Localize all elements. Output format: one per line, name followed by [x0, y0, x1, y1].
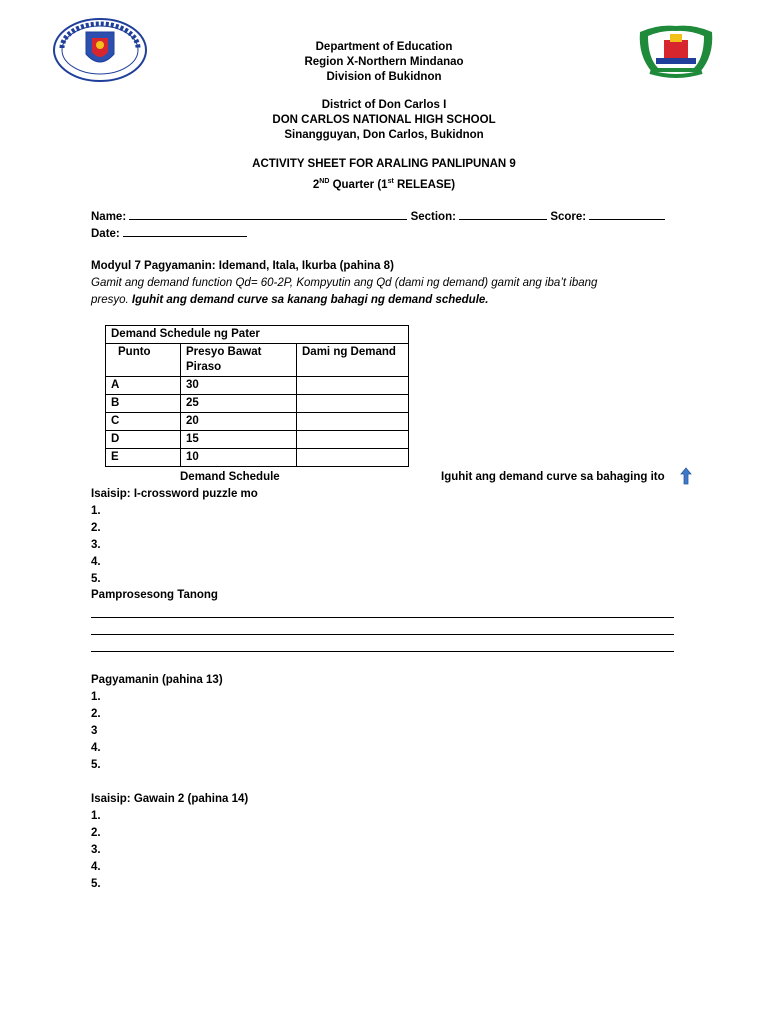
isaisip-gawain2-title: Isaisip: Gawain 2 (pahina 14)	[91, 793, 249, 805]
modyul7-title: Modyul 7 Pagyamanin: Idemand, Itala, Ikurba (pahina 8)	[91, 260, 394, 272]
score-label: Score:	[550, 211, 587, 223]
pamprosesong-title: Pamprosesong Tanong	[91, 589, 218, 601]
cell-presyo: 10	[181, 449, 297, 467]
header-address: Sinangguyan, Don Carlos, Bukidnon	[284, 129, 484, 141]
header-region: Region X-Northern Mindanao	[304, 56, 464, 68]
name-field[interactable]	[129, 208, 407, 220]
header-dami: Dami ng Demand	[297, 344, 409, 377]
deped-seal-logo	[52, 18, 148, 82]
cell-presyo: 20	[181, 413, 297, 431]
list-item: 3.	[91, 844, 101, 856]
cell-punto: C	[106, 413, 181, 431]
modyul7-instruction-line2: presyo. Iguhit ang demand curve sa kanang bahagi ng demand schedule.	[91, 294, 489, 306]
cell-punto: A	[106, 377, 181, 395]
list-item: 5.	[91, 759, 101, 771]
list-item: 2.	[91, 827, 101, 839]
cell-dami-input[interactable]	[297, 413, 409, 431]
table-header-row	[106, 344, 409, 377]
header-dept: Department of Education	[315, 41, 453, 53]
list-item: 3	[91, 725, 98, 737]
cell-presyo: 25	[181, 395, 297, 413]
cell-presyo: 30	[181, 377, 297, 395]
list-item: 4.	[91, 556, 101, 568]
modyul7-instruction-line1: Gamit ang demand function Qd= 60-2P, Kompyutin ang Qd (dami ng demand) gamit ang iba’t ibang	[91, 277, 598, 289]
cell-punto: E	[106, 449, 181, 467]
date-label: Date:	[91, 228, 120, 240]
table-row	[106, 395, 409, 413]
table-row	[106, 377, 409, 395]
list-item: 4.	[91, 742, 101, 754]
list-item: 2.	[91, 522, 101, 534]
header-school: DON CARLOS NATIONAL HIGH SCHOOL	[272, 114, 496, 126]
list-item: 1.	[91, 505, 101, 517]
name-section-score-row	[91, 208, 665, 225]
table-row	[106, 449, 409, 467]
cell-dami-input[interactable]	[297, 449, 409, 467]
answer-line[interactable]	[91, 651, 674, 652]
date-field[interactable]	[123, 225, 247, 237]
score-field[interactable]	[589, 208, 665, 220]
table-title: Demand Schedule ng Pater	[106, 326, 409, 344]
header-presyo: Presyo Bawat Piraso	[181, 344, 297, 377]
demand-curve-note: Iguhit ang demand curve sa bahaging ito	[441, 471, 665, 483]
list-item: 3.	[91, 539, 101, 551]
answer-line[interactable]	[91, 617, 674, 618]
list-item: 2.	[91, 708, 101, 720]
header-district: District of Don Carlos I	[321, 99, 447, 111]
cell-punto: B	[106, 395, 181, 413]
isaisip-crossword-title: Isaisip: I-crossword puzzle mo	[91, 488, 258, 500]
cell-dami-input[interactable]	[297, 377, 409, 395]
list-item: 5.	[91, 573, 101, 585]
table-caption: Demand Schedule	[180, 471, 280, 483]
table-row	[106, 431, 409, 449]
header-punto: Punto	[106, 344, 181, 377]
cell-dami-input[interactable]	[297, 395, 409, 413]
header-activity-title: ACTIVITY SHEET FOR ARALING PANLIPUNAN 9	[252, 158, 516, 170]
table-title-row	[106, 326, 409, 344]
cell-presyo: 15	[181, 431, 297, 449]
school-logo	[634, 22, 718, 80]
table-row	[106, 413, 409, 431]
pagyamanin-title: Pagyamanin (pahina 13)	[91, 674, 223, 686]
section-label: Section:	[410, 211, 456, 223]
cell-punto: D	[106, 431, 181, 449]
list-item: 5.	[91, 878, 101, 890]
header-quarter: 2ND Quarter (1st RELEASE)	[312, 178, 456, 191]
answer-line[interactable]	[91, 634, 674, 635]
list-item: 4.	[91, 861, 101, 873]
cell-dami-input[interactable]	[297, 431, 409, 449]
arrow-up-icon	[680, 467, 692, 485]
section-field[interactable]	[459, 208, 547, 220]
list-item: 1.	[91, 810, 101, 822]
header-division: Division of Bukidnon	[326, 71, 442, 83]
demand-schedule-table	[105, 325, 409, 467]
name-label: Name:	[91, 211, 127, 223]
list-item: 1.	[91, 691, 101, 703]
date-row	[91, 225, 247, 242]
